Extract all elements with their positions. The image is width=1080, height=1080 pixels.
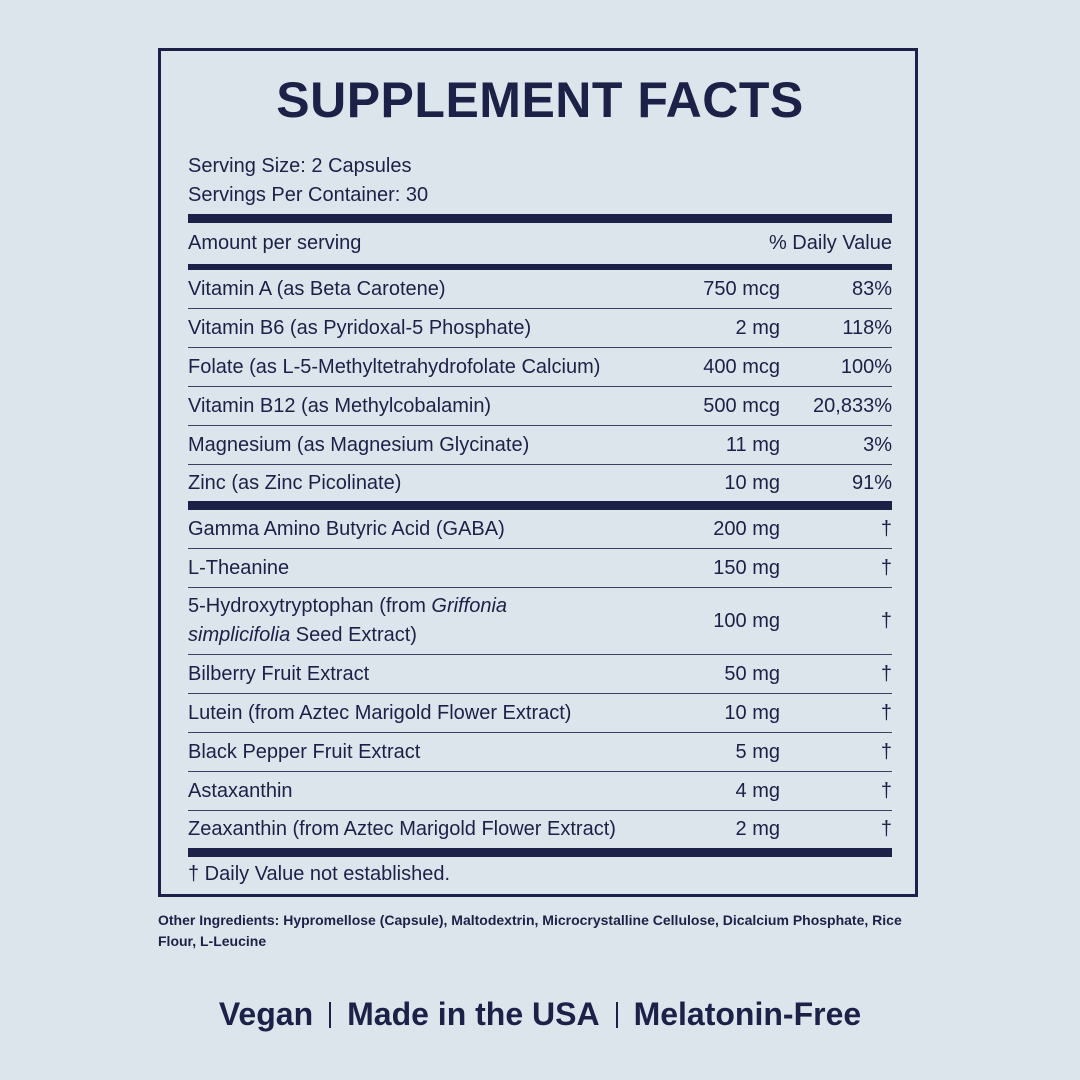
ingredient-dv: † (880, 517, 892, 540)
nutrient-name: Vitamin B12 (as Methylcobalamin) (188, 394, 492, 417)
serving-info (188, 152, 428, 210)
ingredient-name: Gamma Amino Butyric Acid (GABA) (188, 517, 505, 540)
ingredient-name (188, 592, 660, 650)
ingredient-name-italic: simplicifolia (188, 624, 291, 646)
nutrient-dv: 91% (851, 471, 892, 494)
table-row (188, 309, 892, 348)
table-row (188, 655, 892, 694)
ingredient-name-part: Seed Extract) (290, 624, 417, 646)
divider-thick (188, 501, 892, 510)
divider-thick (188, 848, 892, 857)
divider-thick (188, 214, 892, 223)
header-amount: Amount per serving (188, 232, 362, 254)
ingredient-name: Lutein (from Aztec Marigold Flower Extract) (188, 701, 572, 724)
nutrient-name: Vitamin A (as Beta Carotene) (188, 277, 446, 300)
table-row (188, 811, 892, 848)
claim-separator (329, 1002, 331, 1028)
serving-size: Serving Size: 2 Capsules (188, 155, 412, 177)
product-claims (0, 992, 1080, 1036)
ingredient-amount: 100 mg (713, 609, 780, 632)
table-row (188, 465, 892, 501)
nutrient-amount: 750 mcg (703, 277, 780, 300)
table-row (188, 387, 892, 426)
claim-vegan: Vegan (218, 996, 314, 1032)
nutrient-amount: 2 mg (735, 316, 780, 339)
nutrient-dv: 100% (840, 355, 892, 378)
nutrient-amount: 500 mcg (703, 394, 780, 417)
table-row (188, 588, 892, 655)
nutrient-dv: 20,833% (813, 394, 892, 417)
claim-made-in-usa: Made in the USA (347, 996, 600, 1032)
facts-table (188, 214, 892, 886)
ingredient-name-part: 5-Hydroxytryptophan (from (188, 595, 432, 617)
ingredient-name: Black Pepper Fruit Extract (188, 740, 421, 763)
nutrient-name: Zinc (as Zinc Picolinate) (188, 471, 402, 494)
ingredient-amount: 50 mg (724, 662, 780, 685)
nutrient-dv: 118% (842, 316, 892, 339)
ingredient-name-italic: Griffonia (431, 595, 508, 617)
nutrient-amount: 400 mcg (703, 355, 780, 378)
table-header (188, 223, 892, 264)
ingredient-amount: 10 mg (724, 701, 780, 724)
header-daily-value: % Daily Value (768, 232, 892, 254)
ingredient-name: Bilberry Fruit Extract (188, 662, 370, 685)
ingredient-amount: 5 mg (735, 740, 780, 763)
table-row (188, 549, 892, 588)
table-row (188, 270, 892, 309)
nutrient-name: Vitamin B6 (as Pyridoxal-5 Phosphate) (188, 316, 532, 339)
ingredient-dv: † (880, 609, 892, 632)
ingredient-name: Astaxanthin (188, 779, 293, 802)
ingredient-dv: † (880, 556, 892, 579)
table-row (188, 772, 892, 811)
nutrient-amount: 10 mg (724, 471, 780, 494)
ingredient-dv: † (880, 740, 892, 763)
claim-separator (616, 1002, 618, 1028)
table-row (188, 348, 892, 387)
other-ingredients: Other Ingredients: Hypromellose (Capsule), Maltodextrin, Microcrystalline Cellulose, Dicalcium Phosphate, Rice Flour, L-Leucine (158, 912, 902, 949)
ingredient-amount: 150 mg (713, 556, 780, 579)
ingredient-name: Zeaxanthin (from Aztec Marigold Flower Extract) (188, 818, 616, 840)
ingredient-amount: 200 mg (713, 517, 780, 540)
table-row (188, 733, 892, 772)
claim-melatonin-free: Melatonin-Free (633, 996, 862, 1032)
nutrient-dv: 3% (863, 433, 892, 456)
ingredient-name: L-Theanine (188, 556, 290, 579)
ingredient-dv: † (880, 662, 892, 685)
nutrient-amount: 11 mg (725, 433, 780, 456)
nutrient-dv: 83% (851, 277, 892, 300)
servings-per-container: Servings Per Container: 30 (188, 184, 429, 206)
ingredient-amount: 2 mg (735, 818, 780, 840)
ingredient-dv: † (880, 818, 892, 840)
page-title: SUPPLEMENT FACTS (276, 72, 804, 128)
ingredient-amount: 4 mg (735, 779, 780, 802)
table-row (188, 694, 892, 733)
ingredient-dv: † (880, 701, 892, 724)
table-row (188, 426, 892, 465)
nutrient-name: Folate (as L-5-Methyltetrahydrofolate Calcium) (188, 355, 601, 378)
ingredient-dv: † (880, 779, 892, 802)
footnote: † Daily Value not established. (188, 863, 451, 885)
table-row (188, 510, 892, 549)
nutrient-name: Magnesium (as Magnesium Glycinate) (188, 433, 530, 456)
